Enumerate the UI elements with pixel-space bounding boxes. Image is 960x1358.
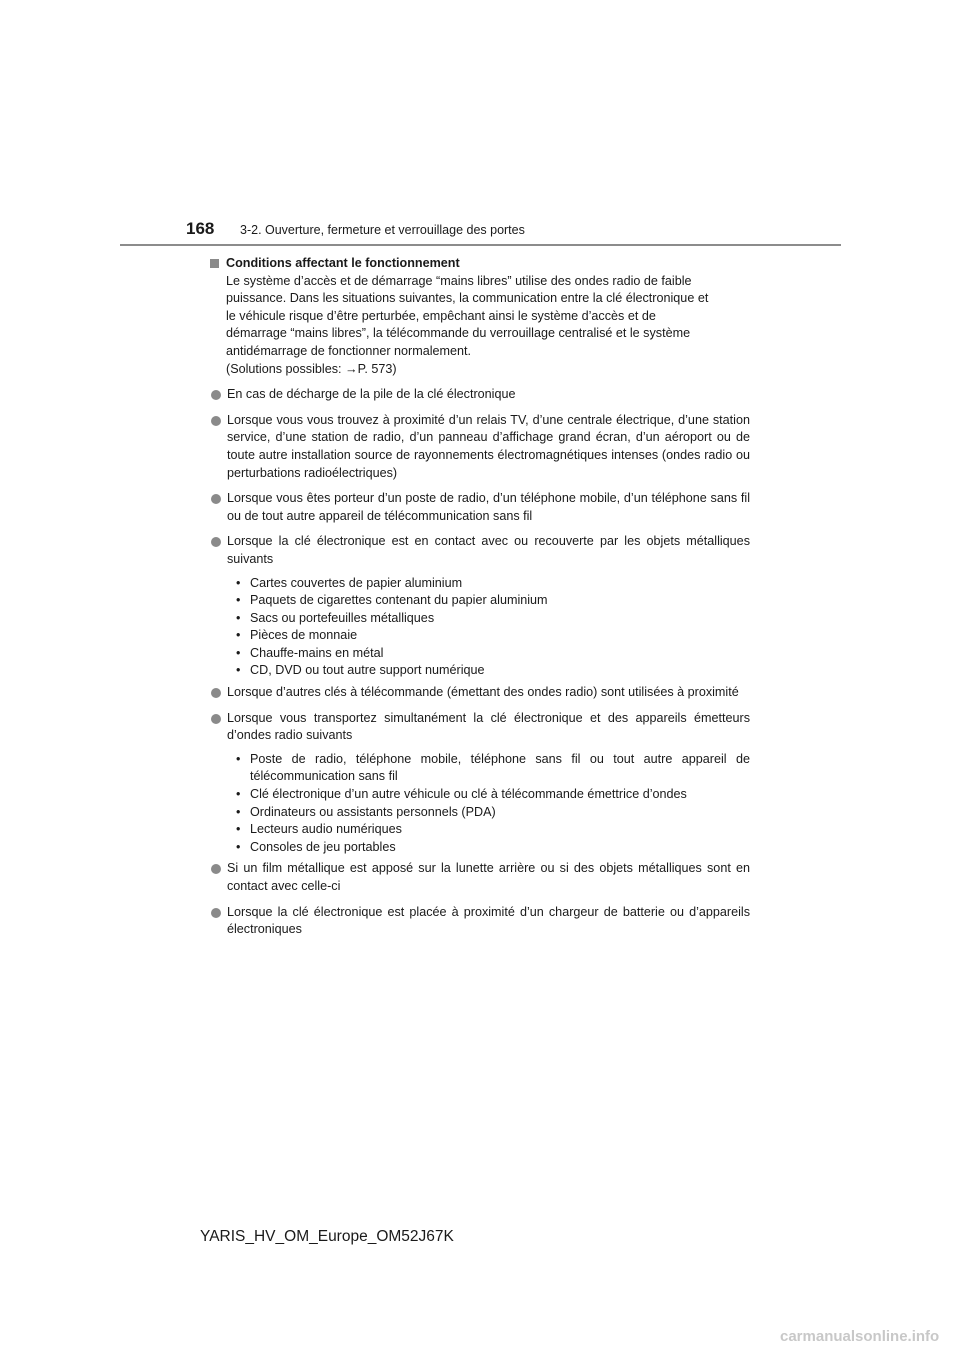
round-bullet-icon <box>211 390 221 400</box>
square-bullet-icon <box>210 259 219 268</box>
list-item-text: Lorsque vous êtes porteur d’un poste de radio, d’un téléphone mobile, d’un téléphone sans fil ou de tout autre appareil de télécommunication sans fil <box>227 491 750 523</box>
sub-list-text: Chauffe-mains en métal <box>250 645 384 660</box>
document-code: YARIS_HV_OM_Europe_OM52J67K <box>200 1228 454 1245</box>
sub-list-text: Lecteurs audio numériques <box>250 822 402 837</box>
round-bullet-icon <box>211 864 221 874</box>
sub-list-text: Clé électronique d’un autre véhicule ou clé à télécommande émettrice d’ondes <box>250 787 687 802</box>
sub-list-item <box>236 575 750 593</box>
sub-bullet: • <box>236 575 241 590</box>
sub-list-text: Paquets de cigarettes contenant du papier aluminium <box>250 593 548 608</box>
list-item <box>210 904 750 939</box>
sub-list-item <box>236 786 750 804</box>
solutions-reference: (Solutions possibles: →P. 573) <box>226 361 397 376</box>
sub-list-item <box>236 645 750 663</box>
intro-paragraph <box>210 273 750 361</box>
sub-list <box>210 751 750 857</box>
list-item <box>210 860 750 895</box>
sub-list-text: Consoles de jeu portables <box>250 839 396 854</box>
list-item-text: Lorsque la clé électronique est en contact avec ou recouverte par les objets métalliques suivants <box>227 534 750 566</box>
page-number: 168 <box>186 219 215 238</box>
round-bullet-icon <box>211 908 221 918</box>
sub-bullet: • <box>236 751 241 766</box>
intro-line: antidémarrage de fonctionner normalement. <box>226 343 472 358</box>
intro-line: puissance. Dans les situations suivantes, la communication entre la clé électronique et <box>226 291 709 306</box>
sub-list-item <box>236 662 750 680</box>
list-item <box>210 386 750 404</box>
round-bullet-icon <box>211 537 221 547</box>
sub-bullet: • <box>236 787 241 802</box>
sub-bullet: • <box>236 645 241 660</box>
sub-bullet: • <box>236 628 241 643</box>
intro-line: le véhicule risque d’être perturbée, empêchant ainsi le système d’accès et de <box>226 308 656 323</box>
sub-list-item <box>236 751 750 786</box>
list-item <box>210 710 750 745</box>
list-item-text: Lorsque vous vous trouvez à proximité d’un relais TV, d’une centrale électrique, d’une station service, d’une station de radio, d’un panneau d’affichage grand écran, d’un aéroport ou de toute autre installation source de rayonnements électromagnétiques intenses (ondes radio ou perturbations radioélectriques) <box>227 412 750 480</box>
list-item <box>210 684 750 702</box>
sub-list-item <box>236 804 750 822</box>
sub-list-item <box>236 592 750 610</box>
list-item <box>210 412 750 482</box>
list-item-text: Lorsque vous transportez simultanément la clé électronique et des appareils émetteurs d’ondes radio suivants <box>227 710 750 743</box>
list-item-body <box>227 533 750 568</box>
list-item-text: En cas de décharge de la pile de la clé électronique <box>227 387 516 402</box>
round-bullet-icon <box>211 416 221 426</box>
list-item <box>210 490 750 525</box>
sub-list-text: Cartes couvertes de papier aluminium <box>250 575 463 590</box>
watermark: carmanualsonline.info <box>780 1328 940 1345</box>
subheading <box>210 255 750 273</box>
sub-bullet: • <box>236 804 241 819</box>
list-item <box>210 533 750 568</box>
sub-list-item <box>236 610 750 628</box>
sub-bullet: • <box>236 593 241 608</box>
sub-bullet: • <box>236 822 241 837</box>
intro-line: Le système d’accès et de démarrage “mains libres” utilise des ondes radio de faible <box>226 273 692 288</box>
sub-bullet: • <box>236 839 241 854</box>
subheading-text: Conditions affectant le fonctionnement <box>226 256 460 270</box>
section-title: 3-2. Ouverture, fermeture et verrouillage des portes <box>240 223 525 237</box>
sub-list-item <box>236 821 750 839</box>
intro-line: démarrage “mains libres”, la télécommande du verrouillage centralisé et le système <box>226 326 691 341</box>
round-bullet-icon <box>211 494 221 504</box>
sub-list-text: Pièces de monnaie <box>250 628 358 643</box>
list-item-text: Lorsque d’autres clés à télécommande (émettant des ondes radio) sont utilisées à proximité <box>227 685 739 700</box>
sub-bullet: • <box>236 663 241 678</box>
sub-list <box>210 575 750 681</box>
sub-list-item <box>236 627 750 645</box>
list-item-text: Lorsque la clé électronique est placée à proximité d’un chargeur de batterie ou d’appareils électroniques <box>227 904 750 937</box>
header-divider <box>120 244 841 246</box>
sub-list-text: Ordinateurs ou assistants personnels (PDA) <box>250 804 496 819</box>
round-bullet-icon <box>211 688 221 698</box>
page-content <box>210 255 750 939</box>
list-item-text: Si un film métallique est apposé sur la lunette arrière ou si des objets métalliques sont en contact avec celle-ci <box>227 861 750 893</box>
sub-list-text: Poste de radio, téléphone mobile, téléphone sans fil ou tout autre appareil de télécommunication sans fil <box>250 751 750 784</box>
sub-list-text: Sacs ou portefeuilles métalliques <box>250 610 435 625</box>
sub-bullet: • <box>236 610 241 625</box>
sub-list-text: CD, DVD ou tout autre support numérique <box>250 663 485 678</box>
round-bullet-icon <box>211 714 221 724</box>
sub-list-item <box>236 839 750 857</box>
